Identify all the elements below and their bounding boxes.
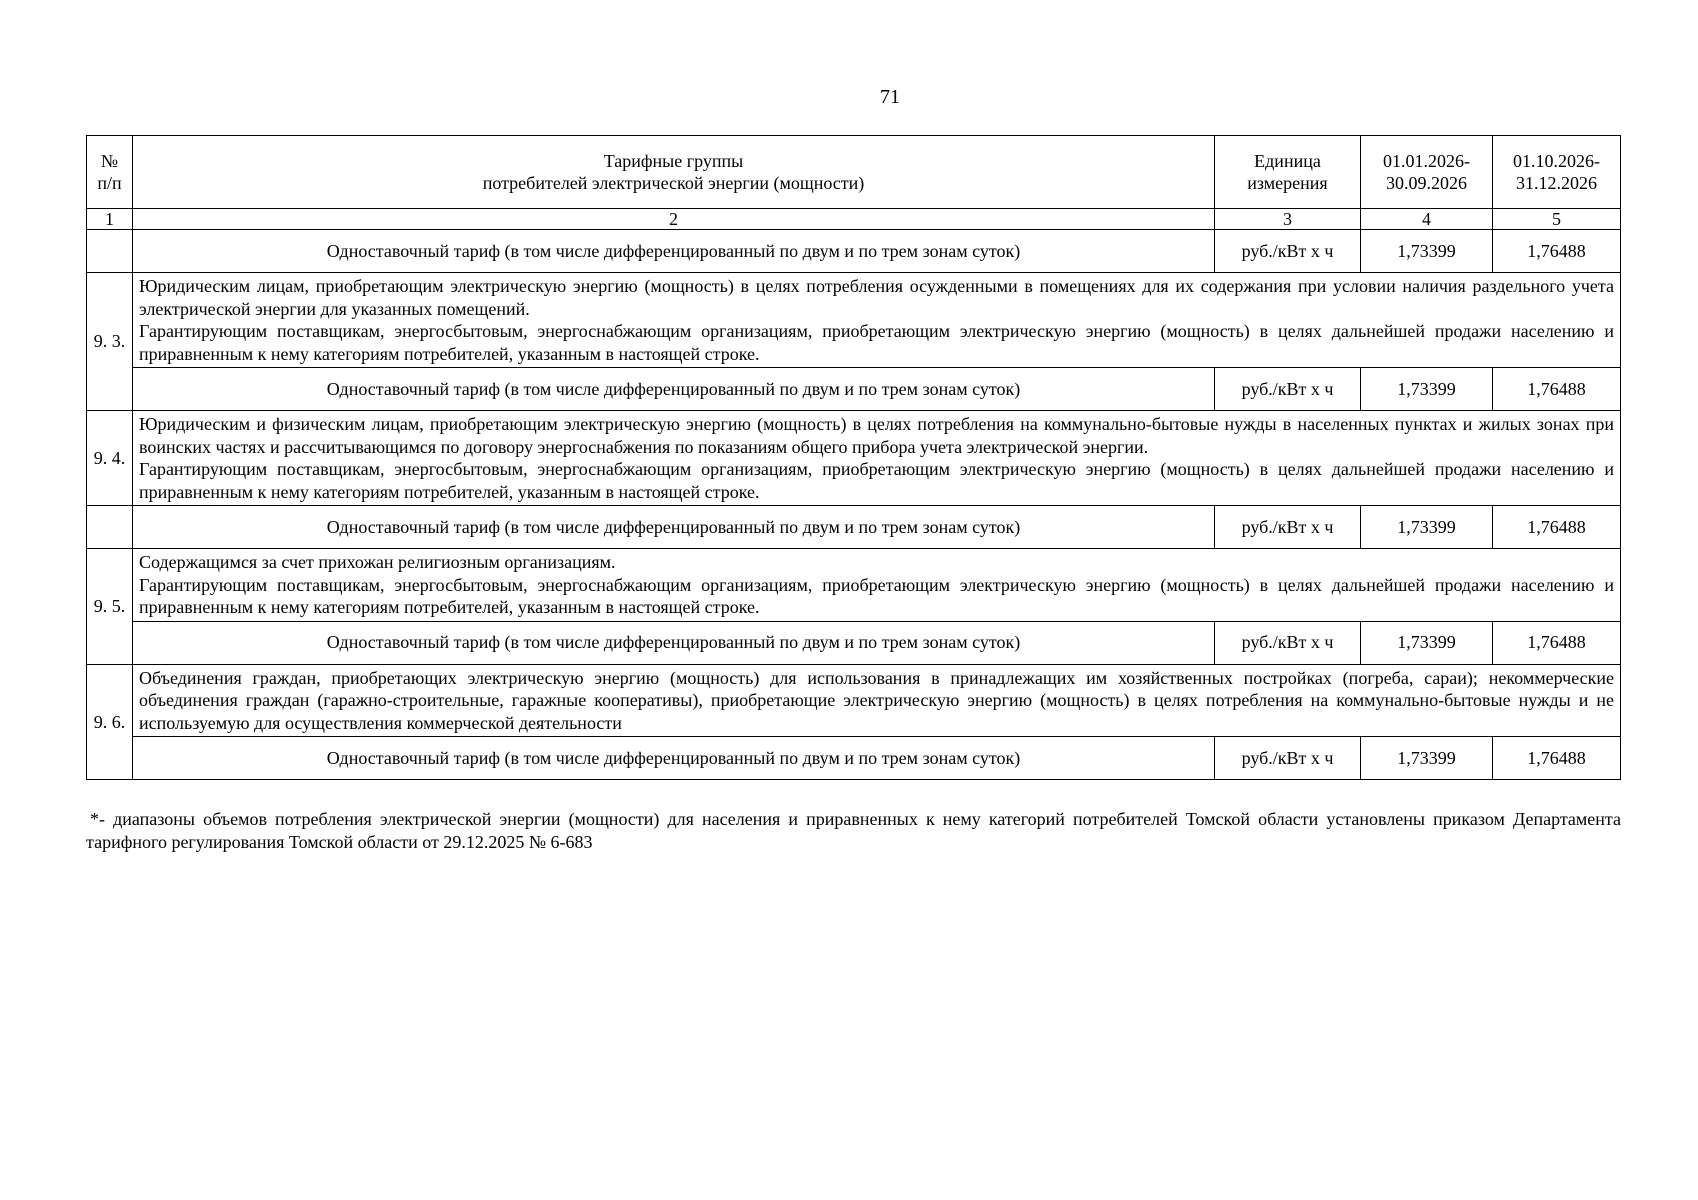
section-9-6-num: 9. 6. bbox=[87, 664, 133, 780]
section-9-4-tariff-value-1: 1,73399 bbox=[1361, 506, 1493, 549]
section-9-6-tariff-value-1: 1,73399 bbox=[1361, 737, 1493, 780]
header-period2-line1: 01.10.2026- bbox=[1513, 150, 1600, 171]
top-tariff-label: Одноставочный тариф (в том числе дифференцированный по двум и по трем зонам суток) bbox=[133, 230, 1215, 273]
section-9-6-desc-row bbox=[87, 664, 1621, 737]
column-index-5: 5 bbox=[1493, 209, 1621, 230]
top-tariff-row bbox=[87, 230, 1621, 273]
section-9-5-num: 9. 5. bbox=[87, 549, 133, 665]
header-groups-line1: Тарифные группы bbox=[603, 150, 744, 171]
column-index-3: 3 bbox=[1215, 209, 1361, 230]
section-9-5-desc-row bbox=[87, 549, 1621, 622]
header-period1 bbox=[1361, 136, 1493, 209]
section-9-5-paragraph-2: Гарантирующим поставщикам, энергосбытовым, энергоснабжающим организациям, приобретающим электрическую энергию (мощность) в целях дальнейшей продажи населению и приравненным к нему категориям потребителей, указанным в настоящей строке. bbox=[139, 574, 1614, 617]
section-9-4-description bbox=[133, 411, 1621, 506]
section-9-4-paragraph-1: Юридическим и физическим лицам, приобретающим электрическую энергию (мощность) в целях потребления на коммунально-бытовые нужды в населенных пунктах и жилых зонах при воинских частях и рассчитывающимся по договору энергоснабжения по показаниям общего прибора учета электрической энергии. bbox=[139, 414, 1614, 457]
header-period1-line1: 01.01.2026- bbox=[1383, 150, 1470, 171]
section-9-3-description bbox=[133, 273, 1621, 368]
section-9-3-tariff-unit: руб./кВт х ч bbox=[1215, 368, 1361, 411]
section-9-6-tariff-row bbox=[87, 737, 1621, 780]
section-9-3-desc-row bbox=[87, 273, 1621, 368]
section-9-4-desc-row bbox=[87, 411, 1621, 506]
header-period2 bbox=[1493, 136, 1621, 209]
page-number: 71 bbox=[880, 86, 900, 108]
section-9-4-tariff-num bbox=[87, 506, 133, 549]
header-period1-line2: 30.09.2026 bbox=[1386, 173, 1467, 193]
section-9-3-num: 9. 3. bbox=[87, 273, 133, 411]
header-period2-line2: 31.12.2026 bbox=[1516, 173, 1597, 193]
section-9-6-tariff-unit: руб./кВт х ч bbox=[1215, 737, 1361, 780]
section-9-6-tariff-label: Одноставочный тариф (в том числе дифференцированный по двум и по трем зонам суток) bbox=[133, 737, 1215, 780]
section-9-3-tariff-label: Одноставочный тариф (в том числе дифференцированный по двум и по трем зонам суток) bbox=[133, 368, 1215, 411]
section-9-4-num: 9. 4. bbox=[87, 411, 133, 506]
section-9-6-tariff-value-2: 1,76488 bbox=[1493, 737, 1621, 780]
header-unit-line1: Единица bbox=[1254, 150, 1321, 171]
top-tariff-num bbox=[87, 230, 133, 273]
tariff-table-container bbox=[86, 135, 1621, 780]
section-9-5-tariff-value-2: 1,76488 bbox=[1493, 621, 1621, 664]
section-9-6-description bbox=[133, 664, 1621, 737]
column-index-1: 1 bbox=[87, 209, 133, 230]
tariff-table bbox=[86, 135, 1621, 780]
header-unit bbox=[1215, 136, 1361, 209]
header-groups bbox=[133, 136, 1215, 209]
header-groups-line2: потребителей электрической энергии (мощности) bbox=[482, 173, 865, 193]
section-9-4-tariff-label: Одноставочный тариф (в том числе дифференцированный по двум и по трем зонам суток) bbox=[133, 506, 1215, 549]
section-9-4-tariff-value-2: 1,76488 bbox=[1493, 506, 1621, 549]
section-9-4-paragraph-2: Гарантирующим поставщикам, энергосбытовым, энергоснабжающим организациям, приобретающим электрическую энергию (мощность) в целях дальнейшей продажи населению и приравненным к нему категориям потребителей, указанным в настоящей строке. bbox=[139, 459, 1614, 502]
section-9-5-tariff-row bbox=[87, 621, 1621, 664]
section-9-5-tariff-unit: руб./кВт х ч bbox=[1215, 621, 1361, 664]
section-9-3-paragraph-2: Гарантирующим поставщикам, энергосбытовым, энергоснабжающим организациям, приобретающим электрическую энергию (мощность) в целях дальнейшей продажи населению и приравненным к нему категориям потребителей, указанным в настоящей строке. bbox=[139, 321, 1614, 364]
section-9-5-description bbox=[133, 549, 1621, 622]
column-index-4: 4 bbox=[1361, 209, 1493, 230]
section-9-3-tariff-value-2: 1,76488 bbox=[1493, 368, 1621, 411]
column-index-2: 2 bbox=[133, 209, 1215, 230]
footnote: *- диапазоны объемов потребления электрической энергии (мощности) для населения и приравненных к нему категорий потребителей Томской области установлены приказом Департамента тарифного регулирования Томской области от 29.12.2025 № 6-683 bbox=[86, 809, 1621, 853]
section-9-5-tariff-value-1: 1,73399 bbox=[1361, 621, 1493, 664]
header-row bbox=[87, 136, 1621, 209]
section-9-5-tariff-label: Одноставочный тариф (в том числе дифференцированный по двум и по трем зонам суток) bbox=[133, 621, 1215, 664]
section-9-3-tariff-row bbox=[87, 368, 1621, 411]
section-9-6-paragraph-1: Объединения граждан, приобретающих электрическую энергию (мощность) для использования в принадлежащих им хозяйственных постройках (погреба, сараи); некоммерческие объединения граждан (гаражно-строительные, гаражные кооперативы), приобретающие электрическую энергию (мощность) в целях потребления на коммунально-бытовые нужды и не используемую для осуществления коммерческой деятельности bbox=[139, 667, 1614, 733]
header-unit-line2: измерения bbox=[1247, 173, 1328, 193]
section-9-3-tariff-value-1: 1,73399 bbox=[1361, 368, 1493, 411]
header-num: № п/п bbox=[87, 136, 133, 209]
section-9-4-tariff-unit: руб./кВт х ч bbox=[1215, 506, 1361, 549]
top-tariff-value-1: 1,73399 bbox=[1361, 230, 1493, 273]
section-9-5-paragraph-1: Содержащимся за счет прихожан религиозным организациям. bbox=[139, 552, 616, 572]
section-9-3-paragraph-1: Юридическим лицам, приобретающим электрическую энергию (мощность) в целях потребления осужденными в помещениях для их содержания при условии наличия раздельного учета электрической энергии для указанных помещений. bbox=[139, 276, 1614, 319]
section-9-4-tariff-row bbox=[87, 506, 1621, 549]
top-tariff-value-2: 1,76488 bbox=[1493, 230, 1621, 273]
column-index-row bbox=[87, 209, 1621, 230]
top-tariff-unit: руб./кВт х ч bbox=[1215, 230, 1361, 273]
